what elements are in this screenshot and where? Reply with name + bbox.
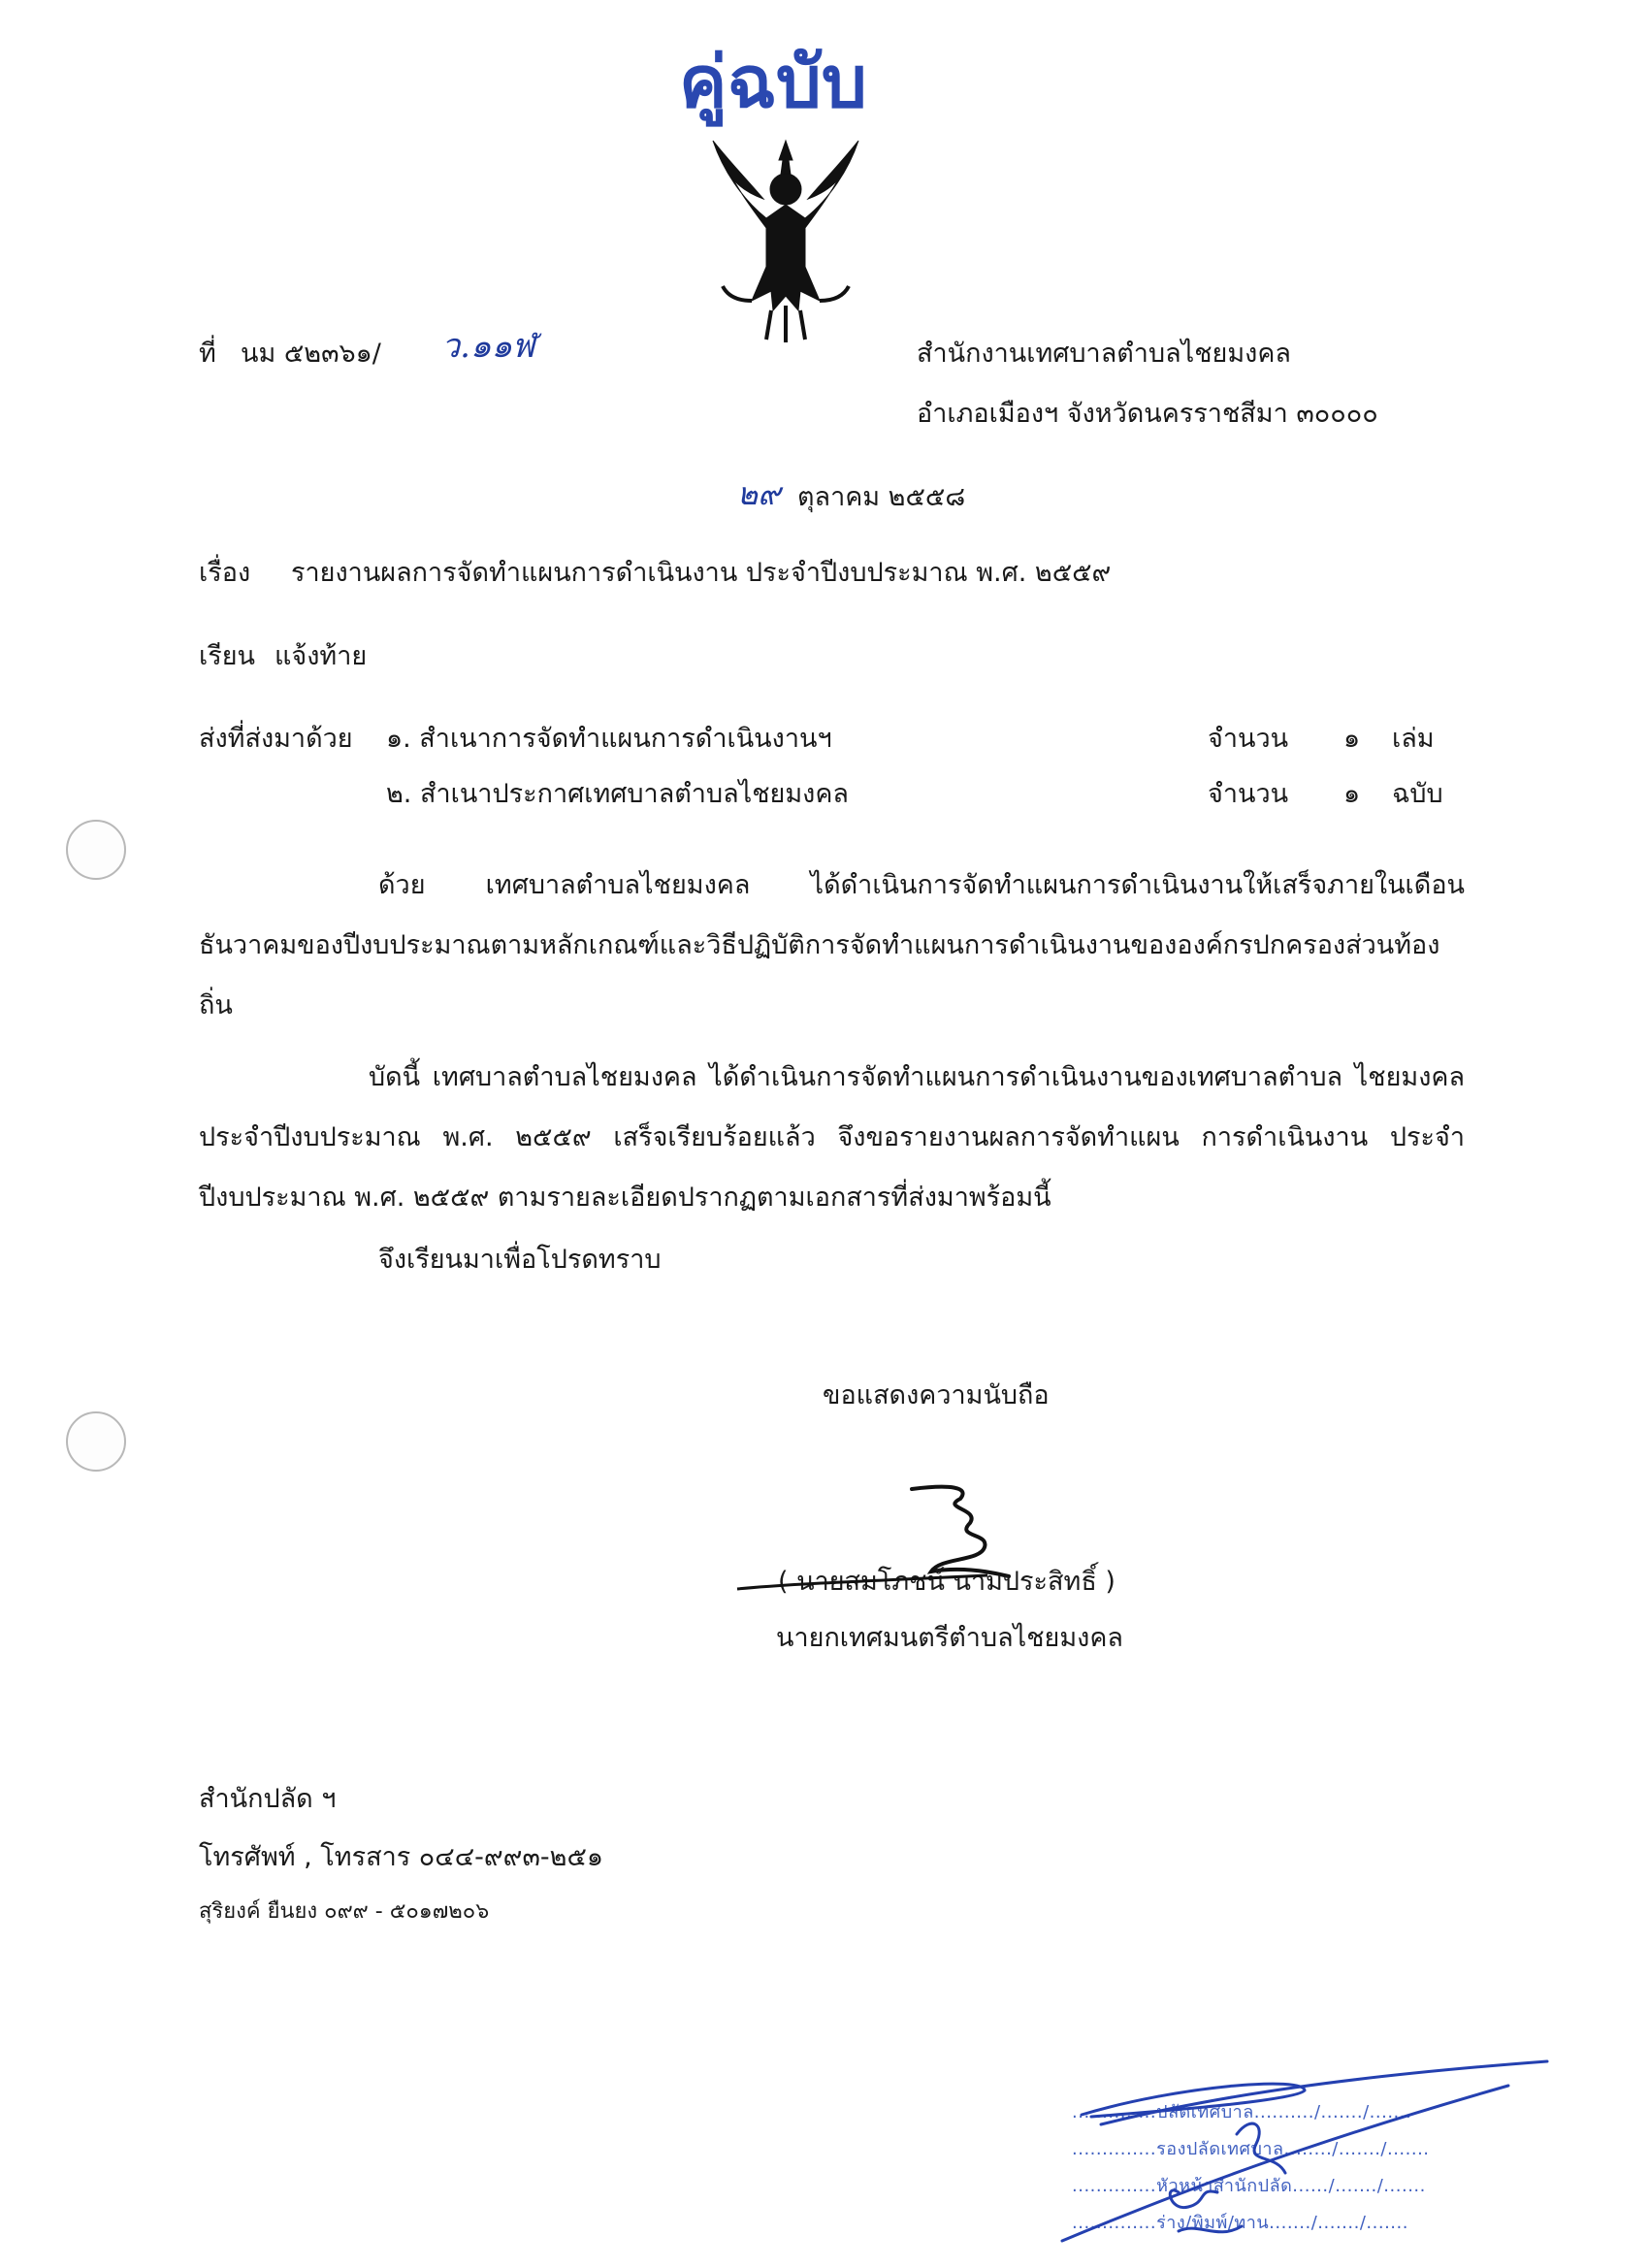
enclosure-item-2-qty: ๑ [1343, 779, 1361, 809]
approval-scribble [1062, 2057, 1567, 2260]
closing-line: จึงเรียนมาเพื่อโปรดทราบ [378, 1245, 662, 1275]
doc-number-label: ที่ [199, 339, 216, 369]
body-paragraph-2: บัดนี้ เทศบาลตำบลไชยมงคล ได้ดำเนินการจัดทำแผนการดำเนินงานของเทศบาลตำบล ไชยมงคล ประจำปีงบประมาณ พ.ศ. ๒๕๕๙ เสร็จเรียบร้อยแล้ว จึงขอรายงานผลการจัดทำแผน การดำเนินงาน ประจำปีงบประมาณ พ.ศ. ๒๕๕๙ ตามรายละเอียดปรากฏตามเอกสารที่ส่งมาพร้อมนี้ [199, 1062, 1465, 1213]
enclosure-item-2-unit: ฉบับ [1392, 779, 1443, 809]
regards: ขอแสดงความนับถือ [823, 1380, 1050, 1410]
enclosure-item-1-qty-label: จำนวน [1208, 724, 1289, 754]
signer-position: นายกเทศมนตรีตำบลไชยมงคล [776, 1623, 1123, 1653]
enclosure-item-1-qty: ๑ [1343, 724, 1361, 754]
punch-hole-top [66, 820, 126, 880]
doc-number-prefix: นม ๕๒๓๖๑/ [241, 339, 381, 369]
doc-number-handwritten: ว.๑๑ฬ [441, 327, 535, 366]
signature-strike [737, 1570, 989, 1599]
body-paragraph-1: ด้วย เทศบาลตำบลไชยมงคล ได้ดำเนินการจัดทำแผนการดำเนินงานให้เสร็จภายในเดือน ธันวาคมของปีงบประมาณตามหลักเกณฑ์และวิธีปฏิบัติการจัดทำแผนการดำเนินงานขององค์กรปกครองส่วนท้องถิ่น [199, 870, 1465, 1021]
to-text: แจ้งท้าย [275, 641, 368, 671]
date-day: ๒๙ [737, 475, 781, 512]
to-label: เรียน [199, 641, 256, 671]
copy-stamp: คู่ฉบับ [679, 41, 867, 124]
office-line-1: สำนักงานเทศบาลตำบลไชยมงคล [917, 339, 1291, 369]
approval-stamp: ..............ปลัดเทศบาล........../......./....... ..............รองปลัดเทศบาล......../......./....... ..............หัวหน้าสำนักปลัด....../......./....... ..............ร่าง/พิมพ์/ทาน......./......./....... [1062, 2057, 1567, 2260]
footer-department: สำนักปลัด ฯ [199, 1784, 337, 1814]
date-month-year: ตุลาคม ๒๕๕๘ [797, 482, 966, 512]
enclosure-item-1: ๑. สำเนาการจัดทำแผนการดำเนินงานฯ [386, 724, 832, 754]
signer-name: ( นายสมโภชน์ นามประสิทธิ์ ) [778, 1567, 1116, 1597]
office-line-2: อำเภอเมืองฯ จังหวัดนครราชสีมา ๓๐๐๐๐ [917, 399, 1378, 429]
subject-label: เรื่อง [199, 558, 251, 588]
footer-phone: โทรศัพท์ , โทรสาร ๐๔๔-๙๙๓-๒๕๑ [199, 1842, 604, 1872]
enclosure-item-2-qty-label: จำนวน [1208, 779, 1289, 809]
enclosure-item-2: ๒. สำเนาประกาศเทศบาลตำบลไชยมงคล [386, 779, 849, 809]
subject-text: รายงานผลการจัดทำแผนการดำเนินงาน ประจำปีงบประมาณ พ.ศ. ๒๕๕๙ [291, 558, 1112, 588]
footer-contact: สุริยงค์ ยืนยง ๐๙๙ - ๕๐๑๗๒๐๖ [199, 1899, 490, 1924]
enclosure-item-1-unit: เล่ม [1392, 724, 1435, 754]
garuda-emblem-icon [713, 131, 858, 344]
punch-hole-bottom [66, 1411, 126, 1472]
enclosures-label: ส่งที่ส่งมาด้วย [199, 724, 353, 754]
